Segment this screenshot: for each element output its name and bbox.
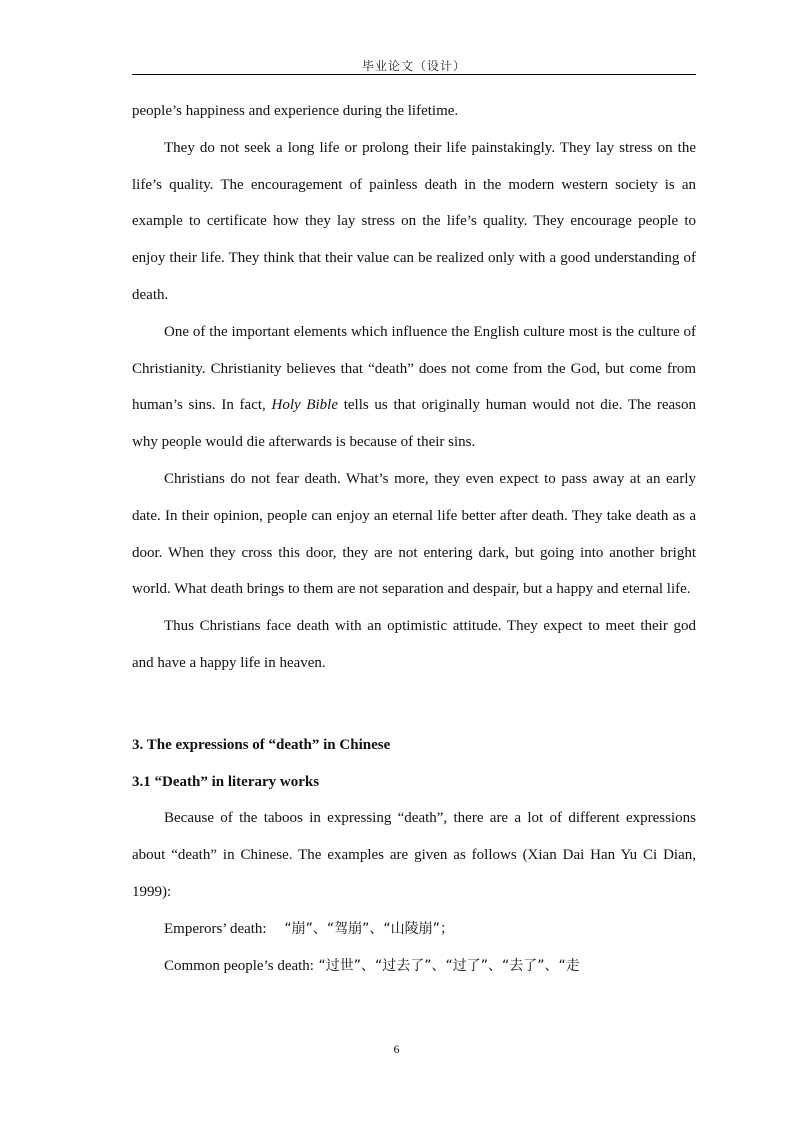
common-death-label: Common people’s death: (164, 957, 314, 974)
section-gap (132, 682, 696, 727)
paragraph-christianity-part1: One of the important elements which influence the English culture most is the culture of Christianity. Christianity believes that “death” does not come from the God, but come from human’s sins. In fact, (132, 323, 696, 414)
header-rule (132, 74, 696, 75)
page-header-title: 毕业论文（设计） (361, 59, 466, 73)
paragraph-taboos: Because of the taboos in expressing “death”, there are a lot of different expressions about “death” in Chinese. The examples are given as follows (Xian Dai Han Yu Ci Dian, 1999): (132, 810, 696, 900)
paragraph-optimistic: Thus Christians face death with an optimistic attitude. They expect to meet their god and have a happy life in heaven. (132, 618, 696, 671)
section-heading-3: 3. The expressions of “death” in Chinese (132, 736, 391, 753)
page-number: 6 (393, 1042, 400, 1056)
common-death-terms: “过世”、“过去了”、“过了”、“去了”、“走 (318, 957, 580, 974)
common-death-line (132, 948, 696, 985)
emperors-death-terms: “崩”、“驾崩”、“山陵崩”； (284, 920, 454, 937)
emperors-death-label: Emperors’ death: (164, 920, 267, 937)
paragraph-christians-fear: Christians do not fear death. What’s more, they even expect to pass away at an early date. In their opinion, people can enjoy an eternal life better after death. They take death as a door. When they cross this door, they are not entering dark, but going into another bright world. What death brings to them are not separation and despair, but a happy and eternal life. (132, 470, 696, 598)
paragraph-life-quality: They do not seek a long life or prolong their life painstakingly. They lay stress on the life’s quality. The encouragement of painless death in the modern western society is an example to certificate how they lay stress on the life’s quality. They encourage people to enjoy their life. They think that their value can be realized only with a good understanding of death. (132, 139, 696, 303)
holy-bible-title: Holy Bible (271, 397, 339, 414)
paragraph-christianity (132, 314, 696, 461)
paragraph-christianity-part2: tells us that originally human would not die. The reason why people would die afterwards is because of their sins. (132, 397, 696, 451)
page-body (132, 93, 696, 984)
paragraph-continuation: people’s happiness and experience during the lifetime. (132, 103, 459, 119)
subsection-heading-3-1: 3.1 “Death” in literary works (132, 773, 320, 790)
emperors-death-line (132, 911, 696, 948)
